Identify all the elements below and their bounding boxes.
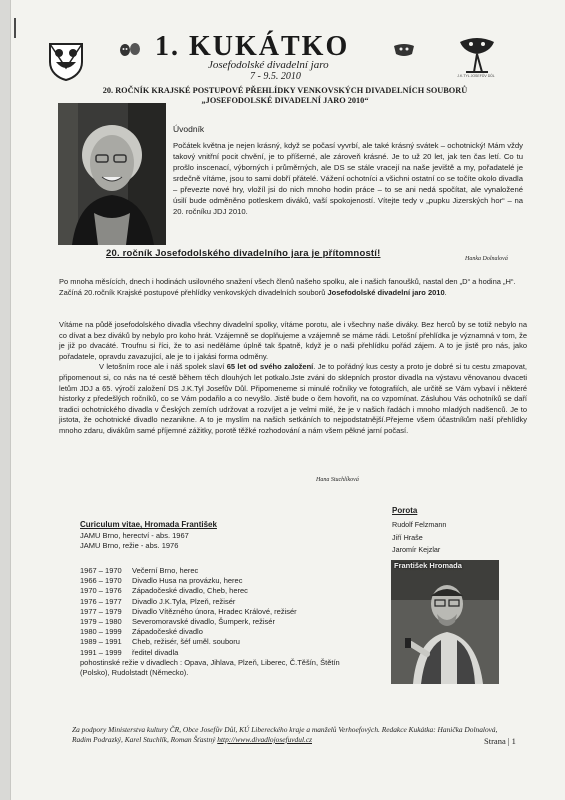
editorial-text: Počátek května je nejen krásný, když se počasí vyvrbí, ale také krásný svátek – ochotnický! Mám vždy takový vnitřní pocit chvění, je to příšerné, ale zároveň krásné. Je to už 20 let, jak ten čas letí. Co tu prošlo inscenací, výborných i průměrných, ale DS se stále vracejí na naše jeviště a my, pořadatelé je srdečně vítáme, jsou to sami dobří přátelé. Vážení ochotníci a všichni ostatní co se točíte okolo divadla – převezte nové hry, vložíl jsi do nich mnoho hodin práce – to se ani nedá spočítat, ale vynaložené úsilí bude odměněno potleskem diváků, vaší spokojeností. Vítejte tedy v „pupku Jizerských hor“ – na 20. ročníku JDJ 2010.	[173, 141, 523, 216]
cv-career-row	[80, 648, 370, 658]
punch-mark	[14, 18, 16, 38]
cv-years: 1991 – 1999	[80, 647, 122, 657]
intro-text: Po mnoha měsících, dnech i hodinách usilovného snažení všech členů našeho spolku, ale i našich fanoušků, nastal den „D“ a hodina „H“. Začíná 20.ročník Krajské postupové přehlídky venkovských divadelních souborů	[59, 277, 516, 297]
logo-caption: J.K.TYL JOSEFŮV DŮL	[457, 74, 495, 78]
cv-career-row	[80, 586, 370, 596]
cv-career-row	[80, 566, 370, 576]
cv-years: 1977 – 1979	[80, 606, 122, 616]
cv-years: 1976 – 1977	[80, 596, 122, 606]
cv-career-row	[80, 597, 370, 607]
cv-guest-directing: pohostinské režie v divadlech : Opava, Jihlava, Plzeň, Liberec, Č.Těšín, Štětín (Polsko), Rudolstadt (Německo).	[80, 657, 340, 678]
cv-title: Curiculum vitae, Hromada František	[80, 520, 217, 529]
jury-member: Jaromír Kejzlar	[392, 545, 441, 554]
footer-text: Za podpory Ministerstva kultury ČR, Obce Josefův Důl, KÚ Libereckého kraje a manželů Verhoefových. Redakce Kukátka: Hanička Dolnalová, Radim Podrazký, Karel Stuchlík, Roman Šťastný	[72, 725, 498, 744]
cv-education	[80, 531, 189, 551]
cv-years: 1970 – 1976	[80, 586, 122, 596]
main-headline: 20. ročník Josefodolského divadelního jara je přítomností!	[106, 248, 381, 259]
cv-place: Divadlo Vítězného února, Hradec Králové, režisér	[132, 606, 297, 616]
newsletter-subtitle: Josefodolské divadelní jaro	[208, 59, 329, 71]
intro-festival-name: Josefodolské divadelní jaro 2010	[327, 287, 445, 297]
cv-years: 1980 – 1999	[80, 627, 122, 637]
cv-place: ředitel divadla	[132, 647, 179, 657]
cv-career-row	[80, 637, 370, 647]
cv-career-row	[80, 627, 370, 637]
footer-credits	[72, 725, 502, 745]
jury-chair-photo	[391, 560, 499, 684]
cv-place: Cheb, režisér, šéf uměl. souboru	[132, 637, 240, 647]
cv-place: Večerní Brno, herec	[132, 566, 199, 575]
cv-place: Západočeské divadlo	[132, 627, 203, 637]
cv-career-row	[80, 617, 370, 627]
page-number: Strana | 1	[484, 736, 516, 746]
article-paragraph-1: Vítáme na půdě josefodolského divadla všechny divadelní spolky, vítáme porotu, ale i všechny naše diváky. Bez herců by se totiž nebylo na co dívat a bez diváků by nebylo pro koho hrát. Vzájemně se doplňujeme a vzájemně se máme rádi. Letošní přehlídka je významná v tom, že je již po dvacáté. Troufnu si říci, že to asi neděláme úplně tak špatně, když je o naši přehlídku pořád zájem. A to je jistě pro nás, jako pořadatele, opravdu zavazující, ale je to i jakási forma odměny.	[59, 320, 527, 361]
newsletter-date: 7 - 9.5. 2010	[250, 71, 301, 82]
cv-career-list	[80, 566, 370, 678]
editorial-signature: Hanka Dolnalová	[465, 256, 508, 262]
article-p2-rest: . Je to pořádný kus cesty a proto je dobré si tu cestu zmapovat, připomenout si, co nás na té cestě během těch dlouhých let potkalo.Jste zváni do sklepních prostor divadla na výstavu věnovanou dvaceti letům JDJ a 65. výročí založení DS J.K.Tyl Josefův Důl. Připomeneme si minulé ročníky ve fotografiích, ale určitě se Vám vybaví i některé historky z předešlých ročníků, co se Vám podařilo a co nevyšlo. Jistě bude o čem hovořit, na co vzpomínat. Zásluhou Vás ochotníků se daří tradici ochotnického divadla v Českých zemích udržovat a rozvíjet a je velmi milé, že je v našich řadách i mnoho mladých nadšenců. Je to jistota, že ochotnické divadlo nezanikne. A to je myslím na našich setkáních to nejpodstatnější.Přejeme všem účastníkům naší přehlídky mnoho zdaru, divákům samé příjemné zážitky, porotě těžké rozhodování a nám všem pěkné jarní počasí.	[59, 362, 527, 435]
theatre-masks-icon	[118, 42, 142, 58]
article-paragraph-2	[59, 362, 527, 436]
jury-list	[392, 519, 446, 557]
cv-education-item: JAMU Brno, režie - abs. 1976	[80, 541, 179, 550]
jury-member: Rudolf Felzmann	[392, 520, 447, 529]
cv-years: 1989 – 1991	[80, 637, 122, 647]
cv-place: Divadlo Husa na provázku, herec	[132, 576, 243, 586]
article-p2-anniversary: 65 let od svého založení	[226, 362, 314, 372]
website-link[interactable]: http://www.divadlojosefuvdul.cz	[217, 735, 312, 744]
newsletter-title: 1. KUKÁTKO	[155, 31, 350, 62]
festival-title-line1: 20. ROČNÍK KRAJSKÉ POSTUPOVÉ PŘEHLÍDKY VENKOVSKÝCH DIVADELNÍCH SOUBORŮ	[102, 86, 468, 95]
editorial-title: Úvodník	[173, 124, 205, 134]
article-body	[59, 320, 527, 437]
cv-years: 1966 – 1970	[80, 576, 122, 586]
cv-place: Divadlo J.K.Tyla, Plzeň, režisér	[132, 596, 236, 606]
cv-years: 1967 – 1970	[80, 566, 122, 575]
intro-end: .	[444, 287, 447, 297]
editor-portrait-photo	[58, 103, 166, 245]
theatre-company-logo	[454, 32, 500, 78]
jury-chair-name: František Hromada	[394, 561, 462, 570]
cv-place: Severomoravské divadlo, Šumperk, režisér	[132, 617, 275, 627]
cv-career-row	[80, 576, 370, 586]
town-crest-logo	[44, 38, 88, 82]
intro-paragraph	[59, 277, 527, 298]
jury-member: Jiří Hraše	[392, 532, 423, 542]
article-p2-start: V letošním roce ale i náš spolek slaví	[99, 362, 227, 372]
cv-place: Západočeské divadlo, Cheb, herec	[132, 586, 248, 596]
article-signature: Hana Stuchlíková	[316, 477, 359, 483]
jury-title: Porota	[392, 506, 418, 515]
cv-education-item: JAMU Brno, herectví - abs. 1967	[80, 531, 189, 540]
cv-years: 1979 – 1980	[80, 617, 122, 627]
document-page	[10, 0, 565, 800]
festival-title-line2: „JOSEFODOLSKÉ DIVADELNÍ JARO 2010“	[201, 96, 369, 105]
theatre-masks-icon	[392, 42, 418, 58]
cv-career-row	[80, 607, 370, 617]
